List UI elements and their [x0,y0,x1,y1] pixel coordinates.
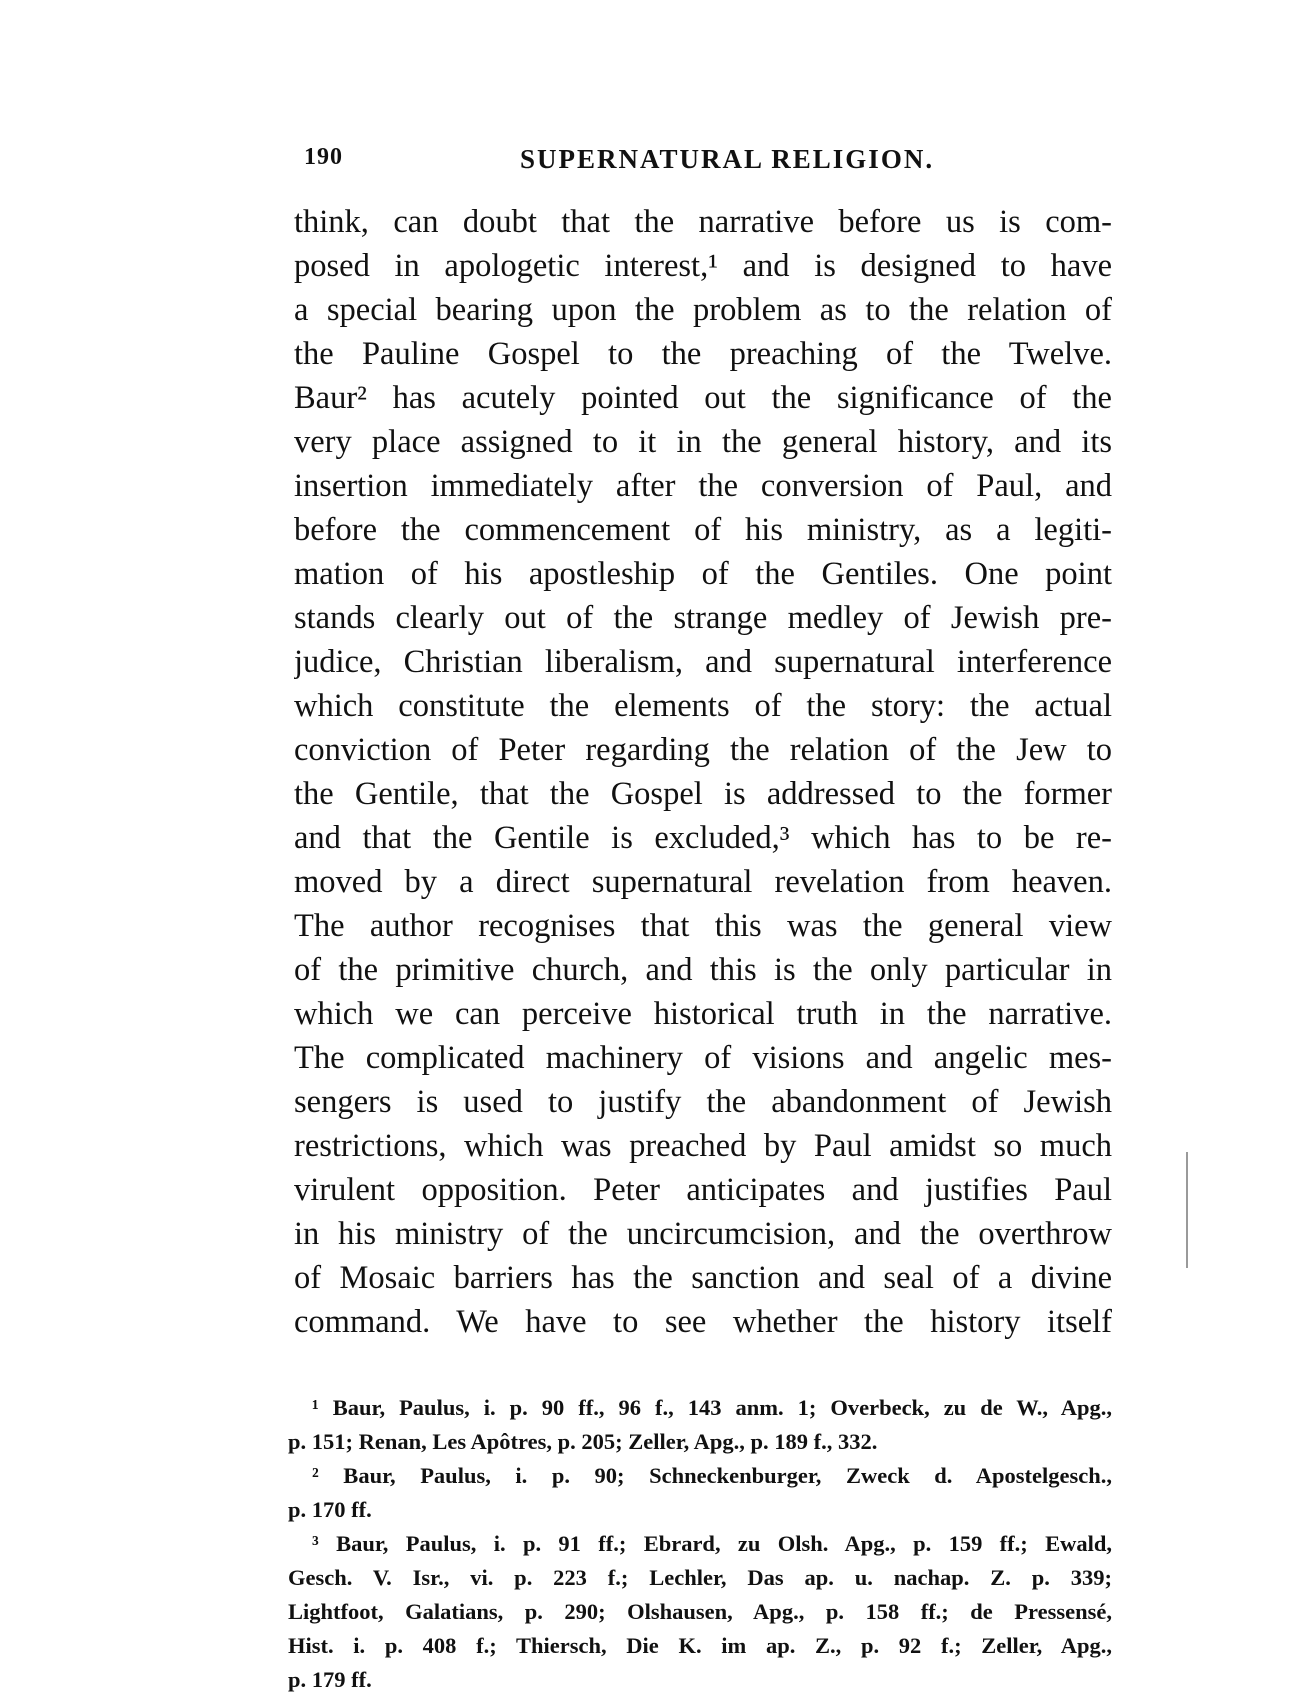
footnote-1-line: p. 151; Renan, Les Apôtres, p. 205; Zeller, Apg., p. 189 f., 332. [288,1429,878,1454]
text-line: the Pauline Gospel to the preaching of the Twelve. [294,336,1112,372]
text-line: sengers is used to justify the abandonment of Jewish [294,1084,1112,1120]
text-line: the Gentile, that the Gospel is addressed to the former [294,776,1112,812]
text-line: stands clearly out of the strange medley of Jewish pre- [294,600,1112,636]
text-line: which we can perceive historical truth in the narrative. [294,996,1112,1032]
footnote-2-line: ² Baur, Paulus, i. p. 90; Schneckenburger, Zweck d. Apostelgesch., [312,1463,1112,1488]
text-line: and that the Gentile is excluded,³ which has to be re- [294,820,1112,856]
text-line: The author recognises that this was the general view [294,908,1112,944]
text-line: mation of his apostleship of the Gentiles. One point [294,556,1112,592]
footnote-3-line: Gesch. V. Isr., vi. p. 223 f.; Lechler, Das ap. u. nachap. Z. p. 339; [288,1565,1112,1590]
scan-artifact-line [1186,1152,1188,1268]
text-line: virulent opposition. Peter anticipates and justifies Paul [294,1172,1112,1208]
page-number: 190 [304,144,343,170]
footnote-3-line: p. 179 ff. [288,1667,372,1692]
text-line: insertion immediately after the conversion of Paul, and [294,468,1112,504]
text-line: a special bearing upon the problem as to the relation of [294,292,1112,328]
footnote-3-line: ³ Baur, Paulus, i. p. 91 ff.; Ebrard, zu Olsh. Apg., p. 159 ff.; Ewald, [312,1531,1112,1556]
page-header [300,140,1100,180]
text-line: very place assigned to it in the general history, and its [294,424,1112,460]
text-line: judice, Christian liberalism, and supernatural interference [294,644,1112,680]
footnote-3-line: Lightfoot, Galatians, p. 290; Olshausen, Apg., p. 158 ff.; de Pressensé, [288,1599,1112,1624]
text-line: which constitute the elements of the story: the actual [294,688,1112,724]
footnote-1-line: ¹ Baur, Paulus, i. p. 90 ff., 96 f., 143 anm. 1; Overbeck, zu de W., Apg., [312,1395,1112,1420]
text-line: The complicated machinery of visions and angelic mes- [294,1040,1112,1076]
text-line: restrictions, which was preached by Paul amidst so much [294,1128,1112,1164]
footnotes [288,1391,1112,1697]
body-text [294,200,1112,1344]
text-line: moved by a direct supernatural revelation from heaven. [294,864,1112,900]
text-line: conviction of Peter regarding the relation of the Jew to [294,732,1112,768]
text-line: think, can doubt that the narrative before us is com- [294,204,1112,240]
running-title: SUPERNATURAL RELIGION. [520,144,935,174]
footnote-2-line: p. 170 ff. [288,1497,372,1522]
text-line: in his ministry of the uncircumcision, and the overthrow [294,1216,1112,1252]
text-line: Baur² has acutely pointed out the significance of the [294,380,1112,416]
text-line: posed in apologetic interest,¹ and is designed to have [294,248,1112,284]
text-line: of the primitive church, and this is the only particular in [294,952,1112,988]
footnote-3-line: Hist. i. p. 408 f.; Thiersch, Die K. im ap. Z., p. 92 f.; Zeller, Apg., [288,1633,1112,1658]
text-line: of Mosaic barriers has the sanction and seal of a divine [294,1260,1112,1296]
text-line: command. We have to see whether the history itself [294,1304,1112,1340]
text-line: before the commencement of his ministry, as a legiti- [294,512,1112,548]
